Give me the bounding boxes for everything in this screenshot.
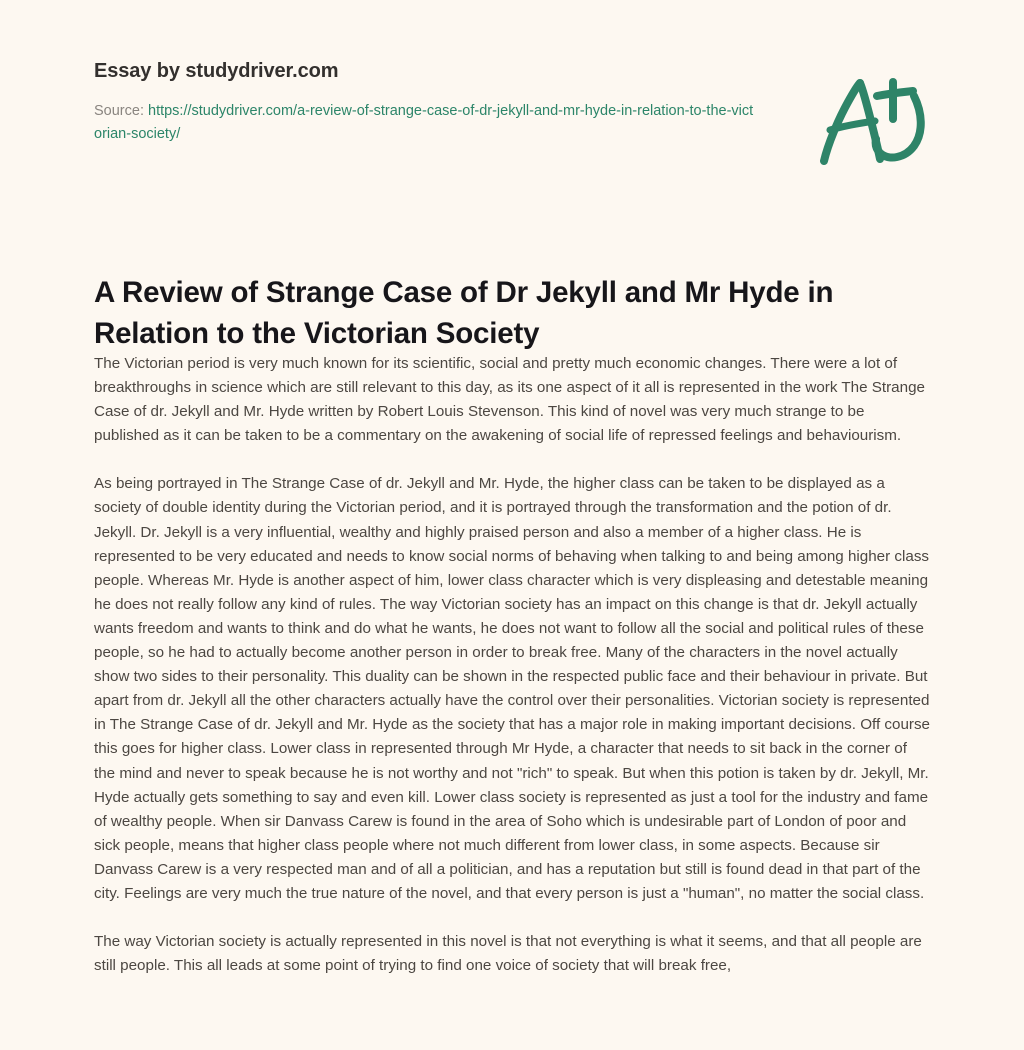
article-body <box>94 352 932 978</box>
brand-title: Essay by studydriver.com <box>94 60 339 82</box>
source-url-link[interactable]: https://studydriver.com/a-review-of-strange-case-of-dr-jekyll-and-mr-hyde-in-relation-to-the-victorian-society/ <box>94 103 754 142</box>
source-line <box>94 100 754 146</box>
a-plus-logo <box>806 58 936 170</box>
page-header <box>94 58 930 146</box>
paragraph: The Victorian period is very much known for its scientific, social and pretty much economic changes. There were a lot of breakthroughs in science which are still relevant to this day, as its one aspect of it all is represented in the work The Strange Case of dr. Jekyll and Mr. Hyde written by Robert Louis Stevenson. This kind of novel was very much strange to be published as it can be taken to be a commentary on the awakening of social life of repressed feelings and behaviourism. <box>94 355 925 445</box>
paragraph: As being portrayed in The Strange Case of dr. Jekyll and Mr. Hyde, the higher class can be taken to be displayed as a society of double identity during the Victorian period, and it is portrayed through the transformation and the potion of dr. Jekyll. Dr. Jekyll is a very influential, wealthy and highly praised person and also a member of a higher class. He is represented to be very educated and needs to know social norms of behaving when talking to and being among higher class people. Whereas Mr. Hyde is another aspect of him, lower class character which is very displeasing and detestable meaning he does not really follow any kind of rules. The way Victorian society has an impact on this change is that dr. Jekyll actually wants freedom and wants to think and do what he wants, he does not want to follow all the social and political rules of these people, so he had to actually become another person in order to break free. Many of the characters in the novel actually show two sides to their personality. This duality can be shown in the respected public face and their behaviour in private. But apart from dr. Jekyll all the other characters actually have the control over their personalities. Victorian society is represented in The Strange Case of dr. Jekyll and Mr. Hyde as the society that has a major role in making important decisions. Off course this goes for higher class. Lower class in represented through Mr Hyde, a character that needs to sit back in the corner of the mind and never to speak because he is not worthy and not "rich" to speak. But when this potion is taken by dr. Jekyll, Mr. Hyde actually gets something to say and even kill. Lower class society is represented as just a tool for the industry and fame of wealthy people. When sir Danvass Carew is found in the area of Soho which is undesirable part of London of poor and sick people, means that higher class people where not much different from lower class, in some aspects. Because sir Danvass Carew is a very respected man and of all a politician, and has a reputation but still is found dead in that part of the city. Feelings are very much the true nature of the novel, and that every person is just a "human", no matter the social class. <box>94 475 931 902</box>
source-label: Source: <box>94 103 148 119</box>
page-title: A Review of Strange Case of Dr Jekyll and Mr Hyde in Relation to the Victorian Society <box>94 275 834 350</box>
paragraph: The way Victorian society is actually represented in this novel is that not everything is what it seems, and that all people are still people. This all leads at some point of trying to find one voice of society that will break free, <box>94 933 922 975</box>
